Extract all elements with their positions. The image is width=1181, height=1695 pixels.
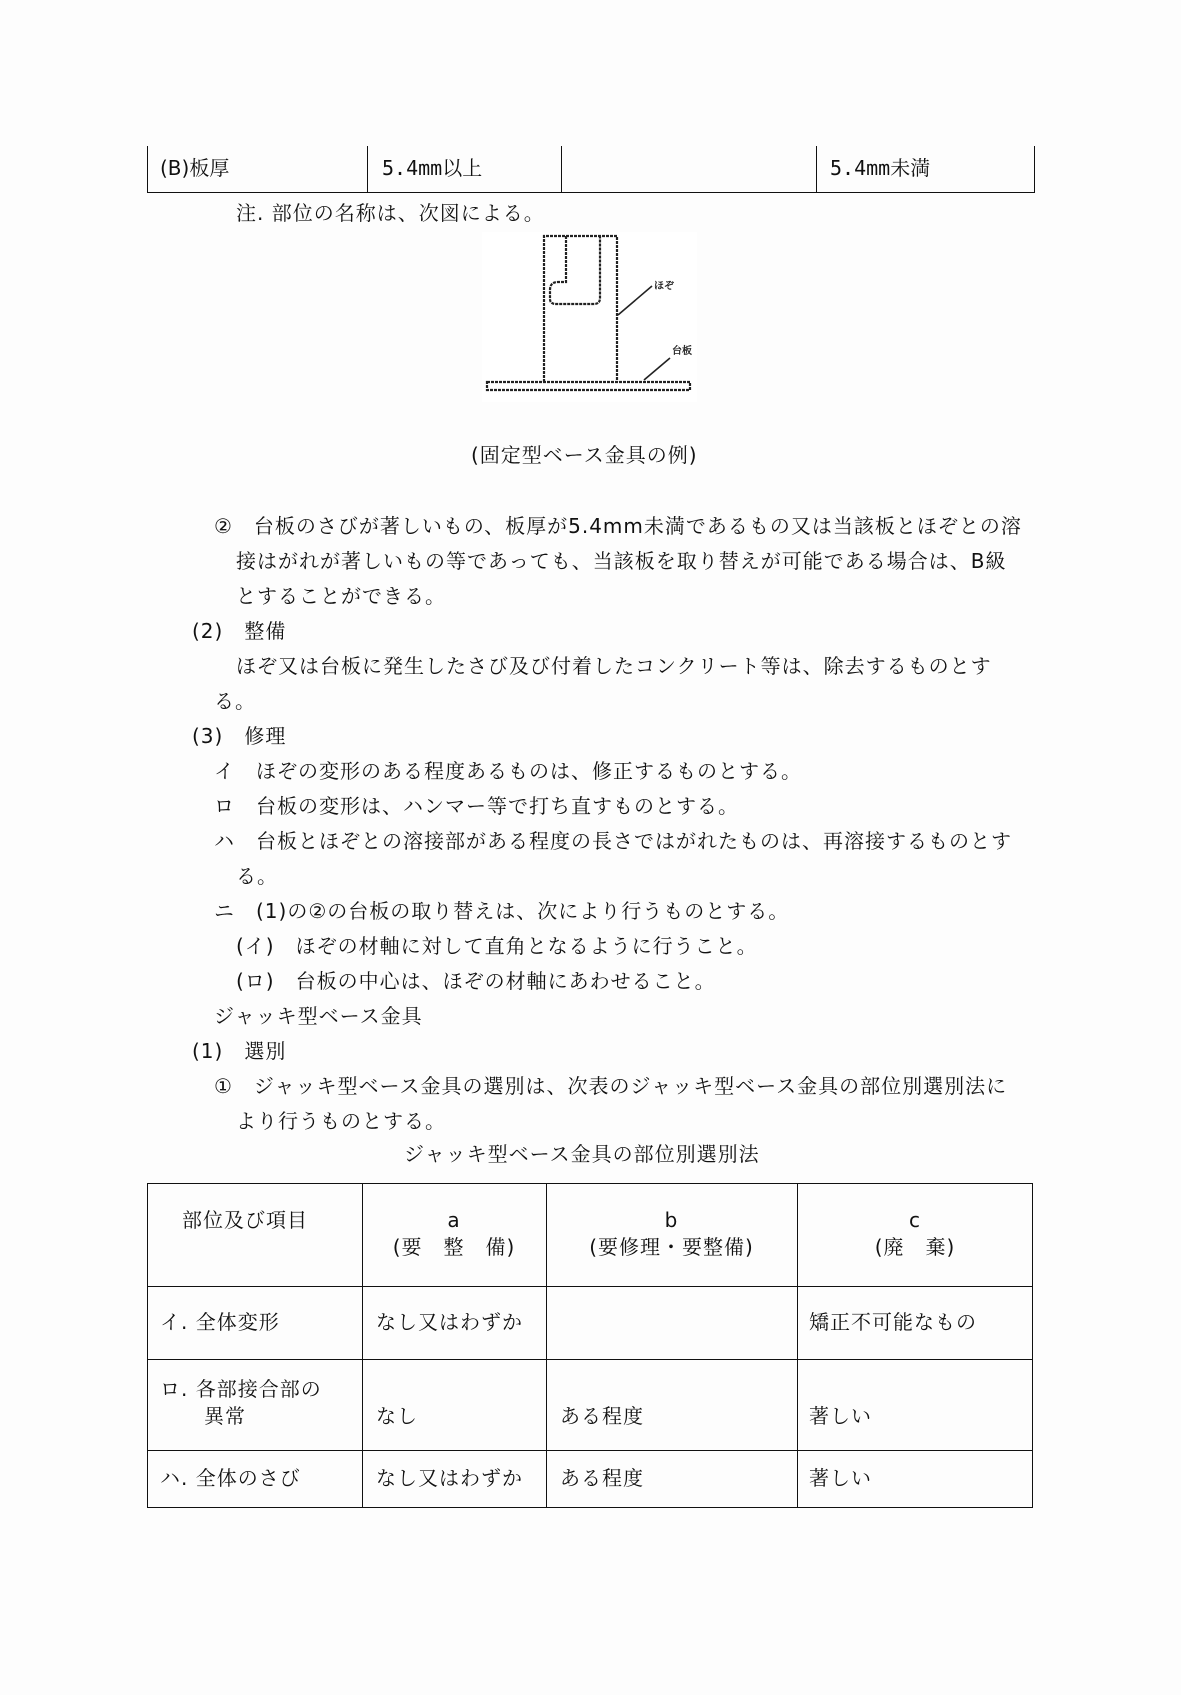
top-table-fragment	[147, 146, 1035, 193]
column-divider	[367, 146, 368, 192]
label-hozo: ほぞ	[654, 281, 674, 292]
figure-caption: (固定型ベース金具の例)	[471, 443, 698, 467]
paragraph-line: より行うものとする。	[236, 1109, 446, 1133]
base-fitting-figure	[482, 232, 697, 402]
table-row-c: 著しい	[809, 1466, 872, 1490]
table-row-c: 矯正不可能なもの	[809, 1310, 977, 1334]
table-row-b: ある程度	[560, 1466, 644, 1490]
table-row-item: イ. 全体変形	[160, 1310, 280, 1334]
header-b-label: (要修理・要整備)	[589, 1235, 754, 1259]
table-row-a: なし又はわずか	[376, 1310, 523, 1334]
table-row-b: ある程度	[560, 1404, 644, 1428]
grade-c-cell: 5.4mm未満	[830, 156, 931, 180]
paragraph-line: ① ジャッキ型ベース金具の選別は、次表のジャッキ型ベース金具の部位別選別法に	[214, 1074, 1008, 1098]
table-title: ジャッキ型ベース金具の部位別選別法	[404, 1142, 760, 1166]
table-row-item: ロ. 各部接合部の	[160, 1377, 322, 1401]
row-divider	[148, 1450, 1032, 1451]
row-divider	[148, 1359, 1032, 1360]
list-item: イ ほぞの変形のある程度あるものは、修正するものとする。	[214, 759, 802, 783]
list-item: ニ (1)の②の台板の取り替えは、次により行うものとする。	[214, 899, 790, 923]
label-daiita: 台板	[672, 346, 692, 357]
grade-a-cell: 5.4mm以上	[382, 156, 483, 180]
sub-list-item: (ロ) 台板の中心は、ほぞの材軸にあわせること。	[236, 969, 716, 993]
paragraph-line: 接はがれが著しいもの等であっても、当該板を取り替えが可能である場合は、B級	[236, 549, 1007, 573]
section-heading: (2) 整備	[192, 619, 287, 643]
paragraph-line: とすることができる。	[236, 584, 446, 608]
list-item: ハ 台板とほぞとの溶接部がある程度の長さではがれたものは、再溶接するものとす	[214, 829, 1012, 853]
header-c-code: c	[909, 1208, 921, 1232]
section-heading: (1) 選別	[192, 1039, 287, 1063]
table-row-a: なし又はわずか	[376, 1466, 523, 1490]
figure-note: 注. 部位の名称は、次図による。	[236, 201, 545, 225]
paragraph-line: ほぞ又は台板に発生したさび及び付着したコンクリート等は、除去するものとす	[236, 654, 992, 678]
header-c-label: (廃 棄)	[874, 1235, 956, 1259]
item-cell: (B)板厚	[160, 156, 230, 180]
section-title: ジャッキ型ベース金具	[214, 1004, 423, 1028]
header-a-label: (要 整 備)	[392, 1235, 516, 1259]
section-heading: (3) 修理	[192, 724, 287, 748]
header-a-code: a	[447, 1208, 461, 1232]
paragraph-line: ② 台板のさびが著しいもの、板厚が5.4mm未満であるもの又は当該板とほぞとの溶	[214, 514, 1022, 538]
row-divider	[148, 1286, 1032, 1287]
table-row-item: ハ. 全体のさび	[160, 1466, 301, 1490]
column-divider	[816, 146, 817, 192]
column-divider	[561, 146, 562, 192]
table-row-item-line2: 異常	[204, 1404, 246, 1428]
header-item: 部位及び項目	[182, 1208, 308, 1232]
list-item: ロ 台板の変形は、ハンマー等で打ち直すものとする。	[214, 794, 739, 818]
list-item-continuation: る。	[236, 864, 278, 888]
header-b-code: b	[664, 1208, 679, 1232]
table-row-a: なし	[376, 1404, 418, 1428]
sub-list-item: (イ) ほぞの材軸に対して直角となるように行うこと。	[236, 934, 758, 958]
base-fitting-diagram	[482, 232, 697, 402]
selection-table	[147, 1183, 1033, 1508]
paragraph-line: る。	[214, 689, 256, 713]
table-row-c: 著しい	[809, 1404, 872, 1428]
